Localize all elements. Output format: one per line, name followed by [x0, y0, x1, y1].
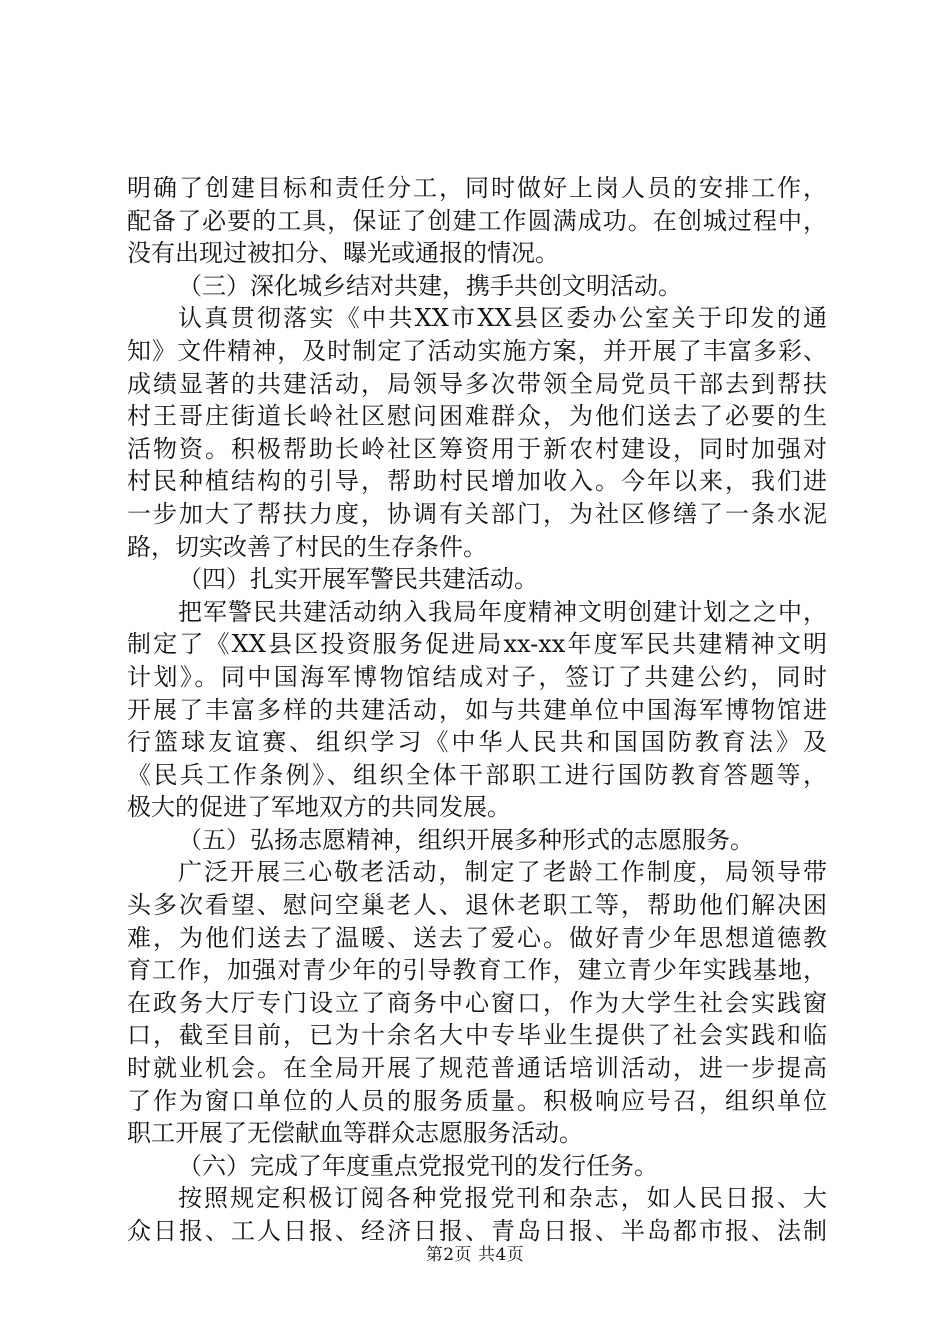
- text-line: 按照规定积极订阅各种党报党刊和杂志，如人民日报、大: [178, 1184, 827, 1213]
- text-line: 成绩显著的共建活动，局领导多次带领全局党员干部去到帮扶: [127, 369, 827, 398]
- text-line: 广泛开展三心敬老活动，制定了老龄工作制度，局领导带: [178, 858, 827, 887]
- text-line: 育工作，加强对青少年的引导教育工作，建立青少年实践基地，: [127, 956, 827, 985]
- text-line: 众日报、工人日报、经济日报、青岛日报、半岛都市报、法制: [127, 1217, 827, 1245]
- text-line: 头多次看望、慰问空巢老人、退休老职工等，帮助他们解决困: [127, 891, 827, 920]
- text-line: 认真贯彻落实《中共XX市XX县区委办公室关于印发的通: [178, 304, 827, 333]
- text-line: 村王哥庄街道长岭社区慰问困难群众，为他们送去了必要的生: [127, 402, 827, 431]
- text-line: 了作为窗口单位的人员的服务质量。积极响应号召，组织单位: [127, 1086, 827, 1115]
- text-line: 配备了必要的工具，保证了创建工作圆满成功。在创城过程中，: [127, 206, 827, 235]
- document-body: [127, 172, 827, 1248]
- text-line: 《民兵工作条例》、组织全体干部职工进行国防教育答题等，: [127, 760, 827, 789]
- text-line: 明确了创建目标和责任分工，同时做好上岗人员的安排工作，: [127, 174, 827, 202]
- text-line: 一步加大了帮扶力度，协调有关部门，为社区修缮了一条水泥: [127, 499, 827, 528]
- text-line: 没有出现过被扣分、曝光或通报的情况。: [127, 239, 559, 268]
- text-line: 难，为他们送去了温暖、送去了爱心。做好青少年思想道德教: [127, 923, 827, 952]
- text-line: 极大的促进了军地双方的共同发展。: [127, 793, 511, 822]
- text-line: 活物资。积极帮助长岭社区筹资用于新农村建设，同时加强对: [127, 434, 827, 463]
- text-line: 计划》。同中国海军博物馆结成对子，签订了共建公约，同时: [127, 662, 827, 691]
- text-line: 口，截至目前，已为十余名大中专毕业生提供了社会实践和临: [127, 1021, 827, 1050]
- text-line: 行篮球友谊赛、组织学习《中华人民共和国国防教育法》及: [127, 728, 827, 757]
- text-line: 把军警民共建活动纳入我局年度精神文明创建计划之之中，: [178, 597, 827, 626]
- text-line: （六）完成了年度重点党报党刊的发行任务。: [178, 1151, 658, 1180]
- page-footer: 第2页 共4页: [425, 1245, 525, 1265]
- text-line: 在政务大厅专门设立了商务中心窗口，作为大学生社会实践窗: [127, 988, 827, 1017]
- text-line: 开展了丰富多样的共建活动，如与共建单位中国海军博物馆进: [127, 695, 827, 724]
- text-line: （五）弘扬志愿精神，组织开展多种形式的志愿服务。: [178, 825, 754, 854]
- text-line: 知》文件精神，及时制定了活动实施方案，并开展了丰富多彩、: [127, 336, 827, 365]
- text-line: （四）扎实开展军警民共建活动。: [178, 565, 538, 594]
- text-line: 路，切实改善了村民的生存条件。: [127, 532, 487, 561]
- text-line: 村民种植结构的引导，帮助村民增加收入。今年以来，我们进: [127, 467, 827, 496]
- text-line: 职工开展了无偿献血等群众志愿服务活动。: [127, 1119, 583, 1148]
- text-line: （三）深化城乡结对共建，携手共创文明活动。: [178, 271, 682, 300]
- text-line: 制定了《XX县区投资服务促进局xx-xx年度军民共建精神文明: [127, 630, 827, 659]
- text-line: 时就业机会。在全局开展了规范普通话培训活动，进一步提高: [127, 1054, 827, 1083]
